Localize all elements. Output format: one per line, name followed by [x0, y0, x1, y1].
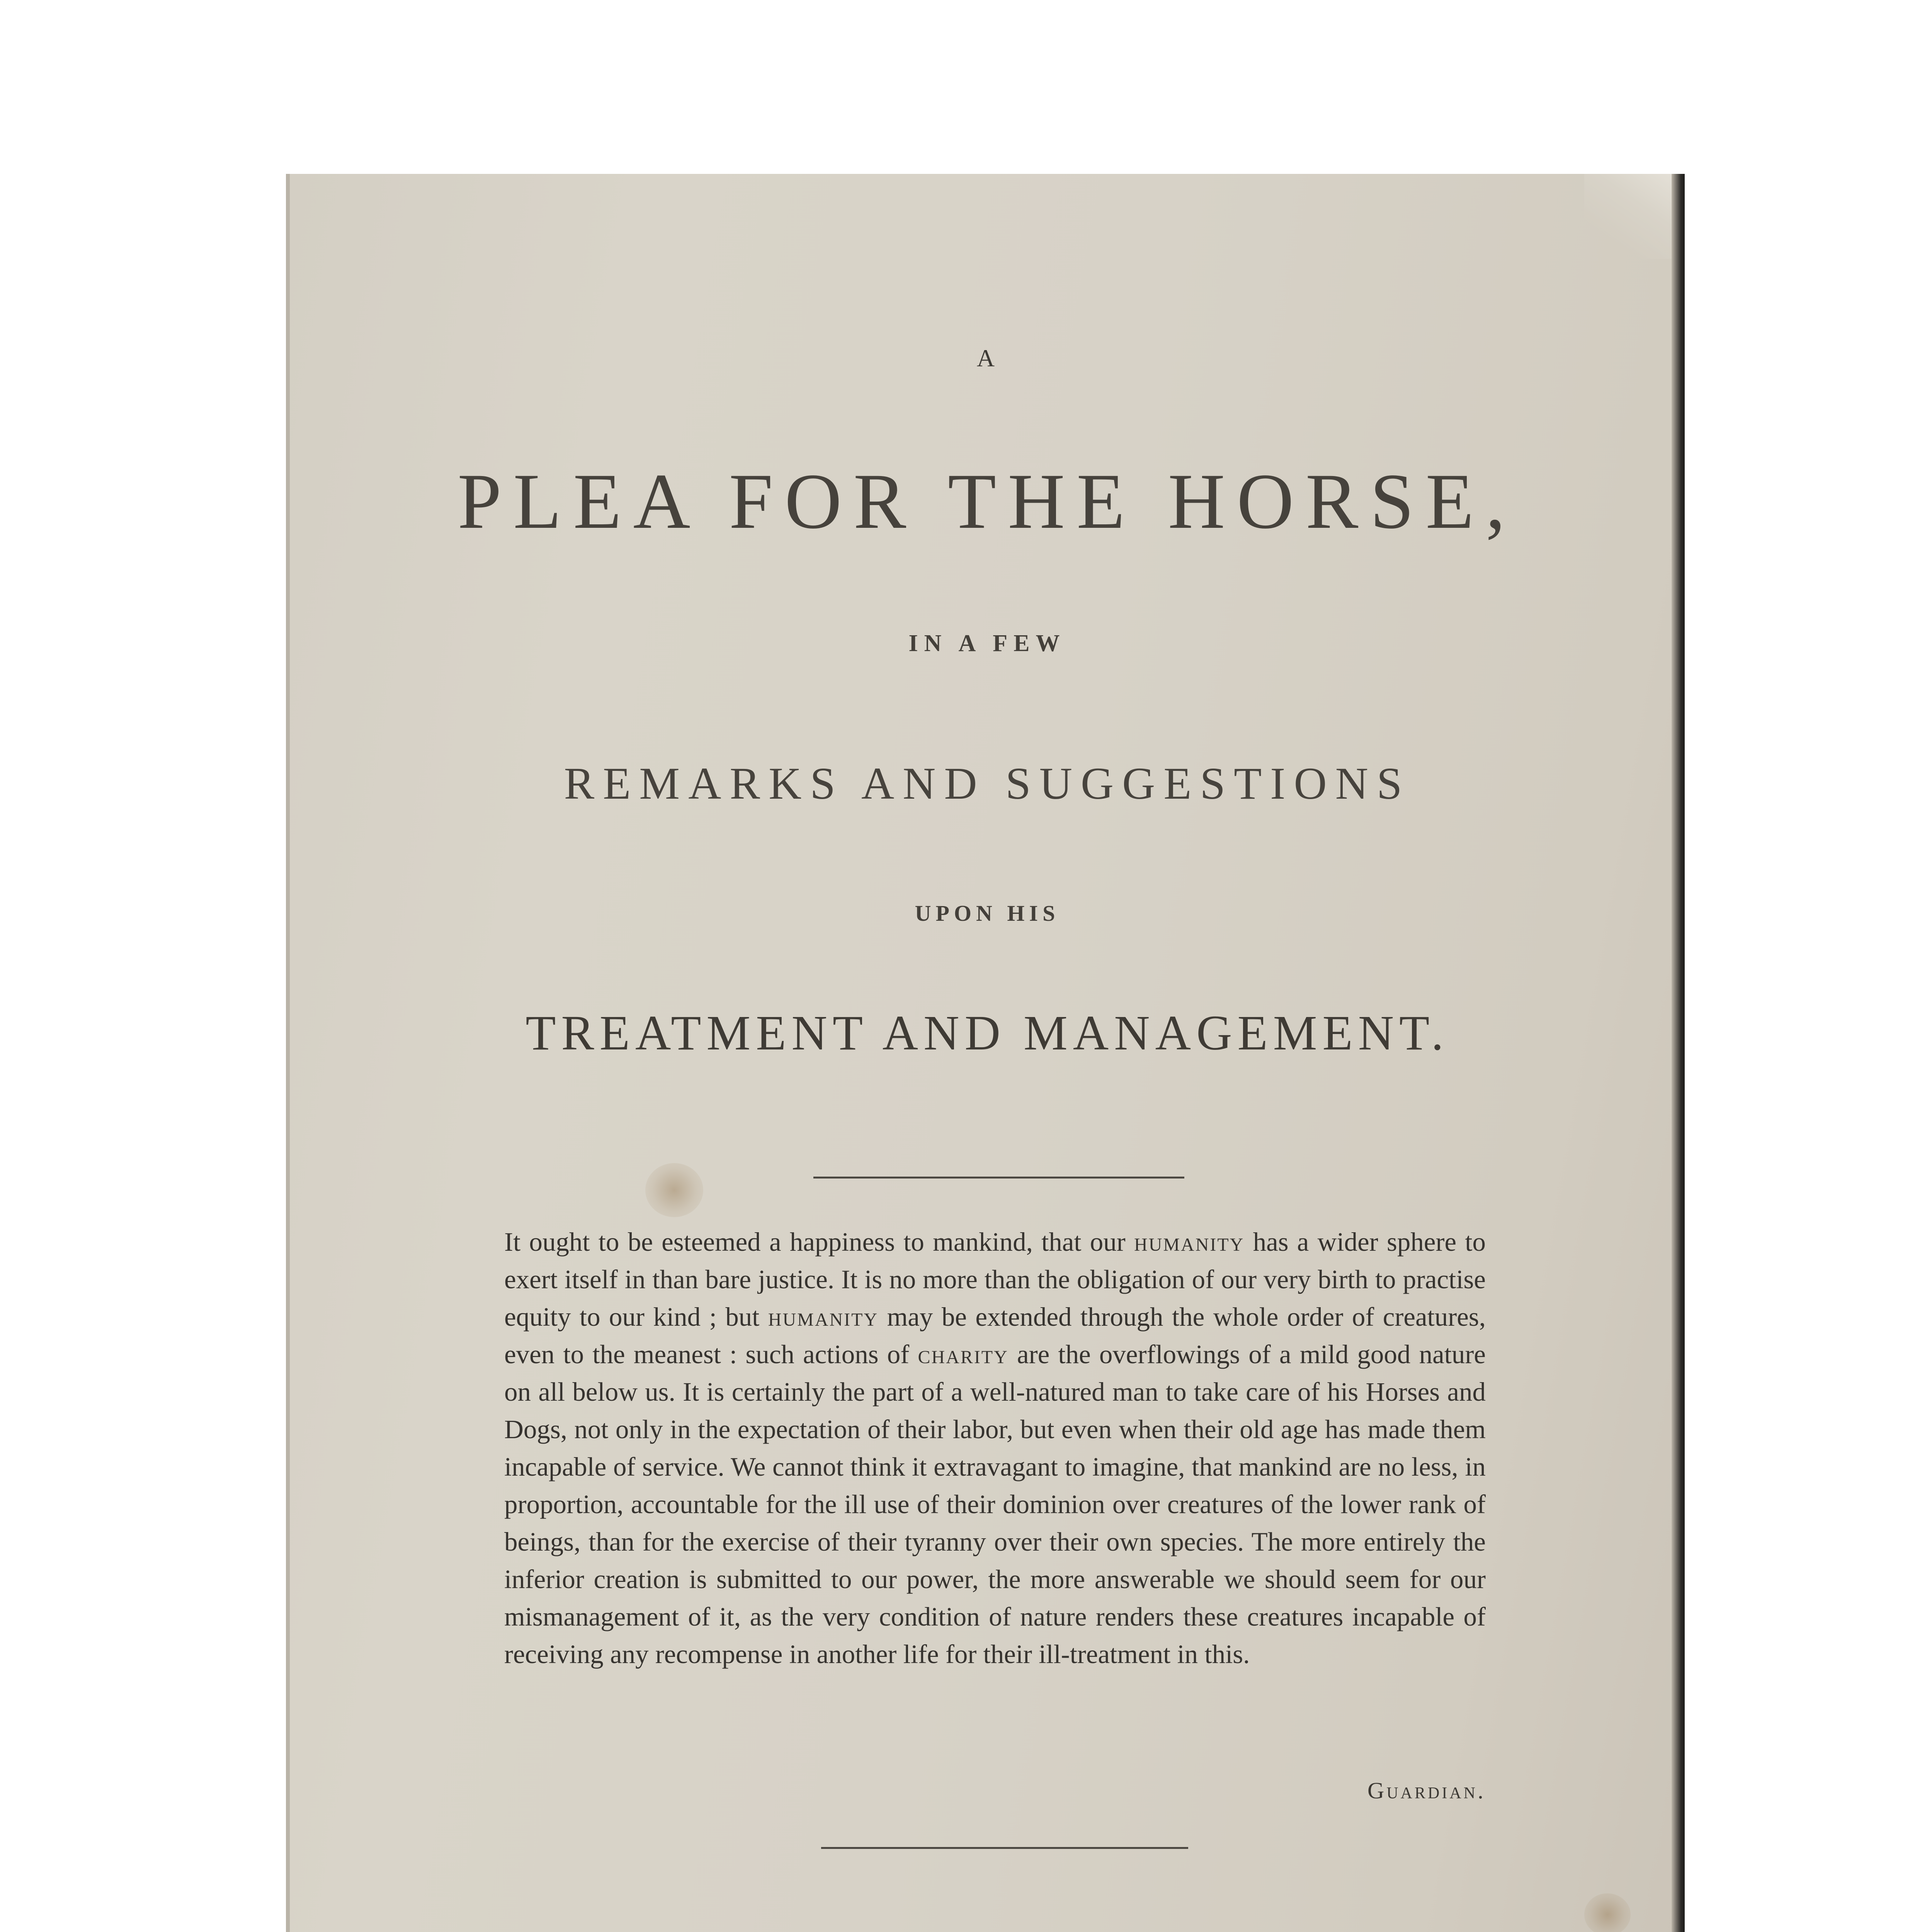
divider-rule	[821, 1847, 1188, 1849]
quote-text: It ought to be esteemed a happiness to mankind, that our	[504, 1227, 1134, 1257]
foxing-stain	[1584, 1893, 1631, 1932]
quote-text: are the overflowings of a mild good nature on all below us. It is certainly the part of a well-natured man to take care of his Horses and Dogs, not only in the expectation of their labor, but even when their old age has made them incapable of service. We cannot think it extravagant to imagine, that mankind are no less, in proportion, accountable for the ill use of their dominion over creatures of the lower rank of beings, than for the exercise of their tyranny over their own species. The more entirely the inferior creation is submitted to our power, the more answerable we should seem for our mismanagement of it, as the very condition of nature renders these creatures incapable of receiving any recompense in another life for their ill-treatment in this.	[504, 1340, 1486, 1669]
title-treatment: TREATMENT AND MANAGEMENT.	[526, 1005, 1449, 1060]
title-main: PLEA FOR THE HORSE,	[457, 457, 1517, 545]
quote-attribution: Guardian.	[1367, 1778, 1486, 1803]
quote-text: has a wider sphere to exert itself in than bare justice. It is no more than the obligation of our very birth to practise equity to our kind ; but	[504, 1227, 1486, 1332]
title-connector-in-a-few: IN A FEW	[908, 630, 1066, 656]
scanned-title-page	[286, 174, 1685, 1932]
quote-text: may be extended through the whole order of creatures, even to the meanest : such actions of	[504, 1302, 1486, 1369]
divider-rule	[813, 1177, 1184, 1179]
page-corner-shade	[1584, 174, 1685, 259]
title-article: A	[976, 344, 998, 372]
quote-emphasis: humanity	[768, 1302, 879, 1332]
title-connector-upon-his: UPON HIS	[915, 901, 1060, 926]
title-remarks: REMARKS AND SUGGESTIONS	[564, 758, 1411, 809]
quote-emphasis: humanity	[1134, 1227, 1245, 1257]
quote-emphasis: charity	[918, 1340, 1009, 1369]
foxing-stain	[645, 1163, 703, 1217]
epigraph-quote	[504, 1223, 1486, 1673]
